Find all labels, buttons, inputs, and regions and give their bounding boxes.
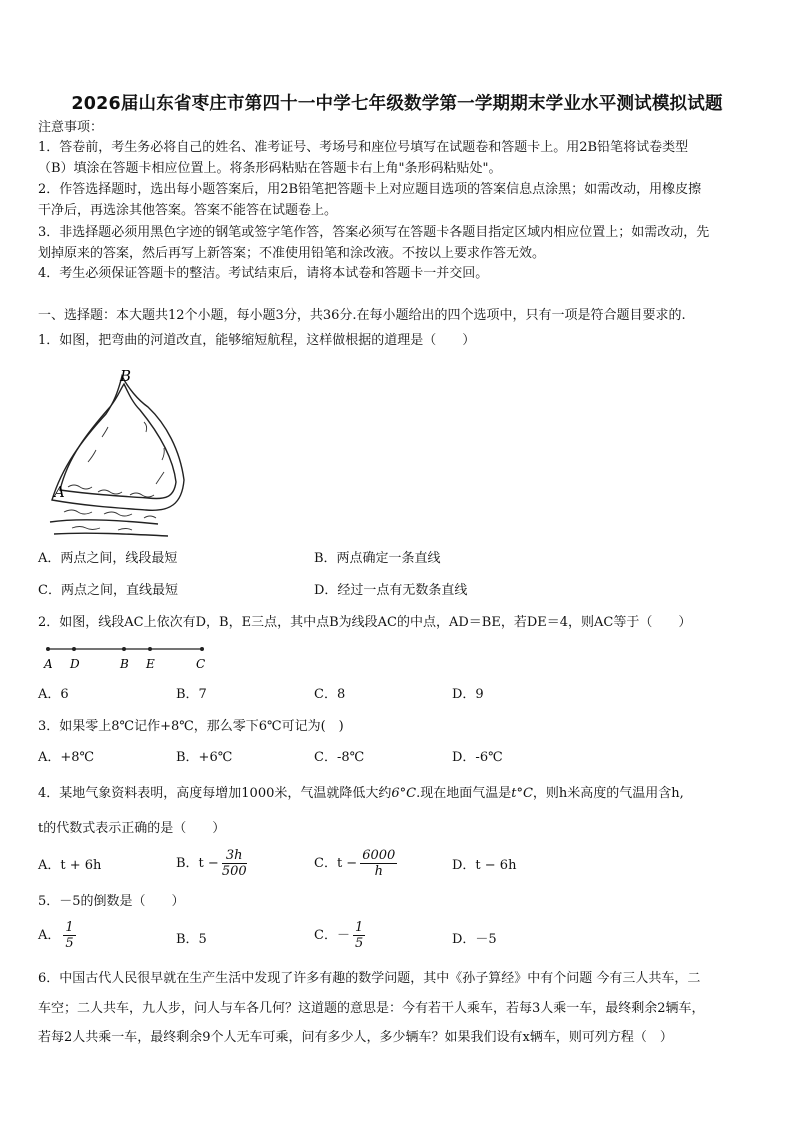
denominator: 500: [221, 864, 247, 879]
question-2-option-a[interactable]: A．6: [38, 687, 69, 702]
notice-line: 3．非选择题必须用黑色字迹的钢笔或签字笔作答，答案必须写在答题卡各题目指定区域内相应位置上；如需改动，先: [38, 225, 710, 240]
question-2-option-d[interactable]: D．9: [452, 687, 484, 702]
fraction: [353, 920, 365, 951]
numerator: 1: [354, 920, 364, 935]
denominator: h: [374, 864, 383, 879]
question-1-option-a[interactable]: A．两点之间，线段最短: [38, 551, 178, 566]
question-3-stem: 3．如果零上8℃记作+8℃，那么零下6℃可记为( ): [38, 719, 344, 734]
notice-line: （B）填涂在答题卡相应位置上。将条形码粘贴在答题卡右上角"条形码粘贴处"。: [38, 161, 502, 176]
question-4-option-c[interactable]: [314, 848, 400, 879]
point-label: E: [146, 657, 155, 671]
question-3-option-a[interactable]: A．+8℃: [38, 750, 95, 765]
notice-line: 干净后，再选涂其他答案。答案不能答在试题卷上。: [38, 203, 338, 218]
question-2-stem: 2．如图，线段AC上依次有D，B，E三点，其中点B为线段AC的中点，AD＝BE，若DE＝4，则AC等于（ ）: [38, 615, 692, 630]
ground-temperature: t°C: [511, 786, 533, 801]
point-label: A: [44, 657, 53, 671]
question-4-stem-line2: t的代数式表示正确的是（ ）: [38, 821, 226, 836]
question-1-option-b[interactable]: B．两点确定一条直线: [314, 551, 441, 566]
notice-line: 2．作答选择题时，选出每小题答案后，用2B铅笔把答题卡上对应题目选项的答案信息点涂黑；如需改动，用橡皮擦: [38, 182, 702, 197]
question-5-stem: 5．－5的倒数是（ ）: [38, 894, 185, 909]
denominator: 5: [354, 936, 364, 951]
notice-heading: 注意事项：: [38, 120, 104, 135]
point-label: B: [120, 657, 129, 671]
page-title: 2026届山东省枣庄市第四十一中学七年级数学第一学期期末学业水平测试模拟试题: [71, 94, 723, 114]
question-6-line: 若每2人共乘一车，最终剩余9个人无车可乘，问有多少人，多少辆车？如果我们设有x辆车，则可列方程（ ）: [38, 1030, 673, 1045]
option-prefix: C．－: [314, 928, 350, 943]
numerator: 6000: [362, 848, 396, 863]
question-4-stem-part: .现在地面气温是: [416, 786, 512, 801]
question-5-option-a[interactable]: [38, 920, 79, 951]
question-4-stem: [38, 785, 684, 803]
denominator: 5: [65, 936, 74, 951]
question-4-option-d[interactable]: D．t − 6h: [452, 858, 517, 873]
fraction: [222, 848, 247, 879]
point-a-label: A: [54, 483, 65, 501]
point-b-label: B: [120, 367, 132, 385]
question-6-line: 车空；二人共车，九人步，问人与车各几何？这道题的意思是：今有若干人乘车，若每3人乘一车，最终剩余2辆车，: [38, 1001, 705, 1016]
fraction: [360, 848, 397, 879]
point-label: C: [196, 657, 206, 671]
question-4-stem-part: ，则h米高度的气温用含h,: [532, 786, 684, 801]
option-prefix: B．t −: [176, 856, 219, 871]
numerator: 1: [65, 920, 74, 935]
numerator: 3h: [222, 848, 247, 864]
question-6-line: 6．中国古代人民很早就在生产生活中发现了许多有趣的数学问题，其中《孙子算经》中有个问题 今有三人共车，二: [38, 971, 701, 986]
notice-line: 4．考生必须保证答题卡的整洁。考试结束后，请将本试卷和答题卡一并交回。: [38, 266, 489, 281]
segment-figure: [40, 642, 220, 672]
question-4-stem-part: 4．某地气象资料表明，高度每增加1000米，气温就降低大约: [38, 786, 392, 801]
question-1-stem: 1．如图，把弯曲的河道改直，能够缩短航程，这样做根据的道理是（ ）: [38, 333, 476, 348]
notice-line: 1．答卷前，考生务必将自己的姓名、准考证号、考场号和座位号填写在试题卷和答题卡上。用2B铅笔将试卷类型: [38, 140, 689, 155]
temperature-drop: 6°C: [391, 786, 417, 801]
river-figure: [48, 362, 188, 542]
fraction: [63, 920, 75, 951]
question-5-option-c[interactable]: [314, 920, 368, 951]
notice-line: 划掉原来的答案，然后再写上新答案；不准使用铅笔和涂改液。不按以上要求作答无效。: [38, 246, 546, 261]
question-5-option-b[interactable]: B．5: [176, 932, 207, 947]
question-2-option-b[interactable]: B．7: [176, 687, 207, 702]
question-4-option-a[interactable]: A．t + 6h: [38, 858, 102, 873]
question-3-option-d[interactable]: D．-6℃: [452, 750, 503, 765]
option-prefix: A．: [38, 928, 61, 943]
question-3-option-c[interactable]: C．-8℃: [314, 750, 365, 765]
question-1-option-c[interactable]: C．两点之间，直线最短: [38, 583, 178, 598]
section-heading: 一、选择题：本大题共12个小题，每小题3分，共36分.在每小题给出的四个选项中，只有一项是符合题目要求的.: [38, 308, 686, 323]
question-4-option-b[interactable]: [176, 848, 250, 879]
question-1-option-d[interactable]: D．经过一点有无数条直线: [314, 583, 468, 598]
question-5-option-d[interactable]: D．－5: [452, 932, 497, 947]
option-prefix: C．t −: [314, 856, 358, 871]
point-label: D: [70, 657, 80, 671]
question-2-option-c[interactable]: C．8: [314, 687, 346, 702]
question-3-option-b[interactable]: B．+6℃: [176, 750, 233, 765]
